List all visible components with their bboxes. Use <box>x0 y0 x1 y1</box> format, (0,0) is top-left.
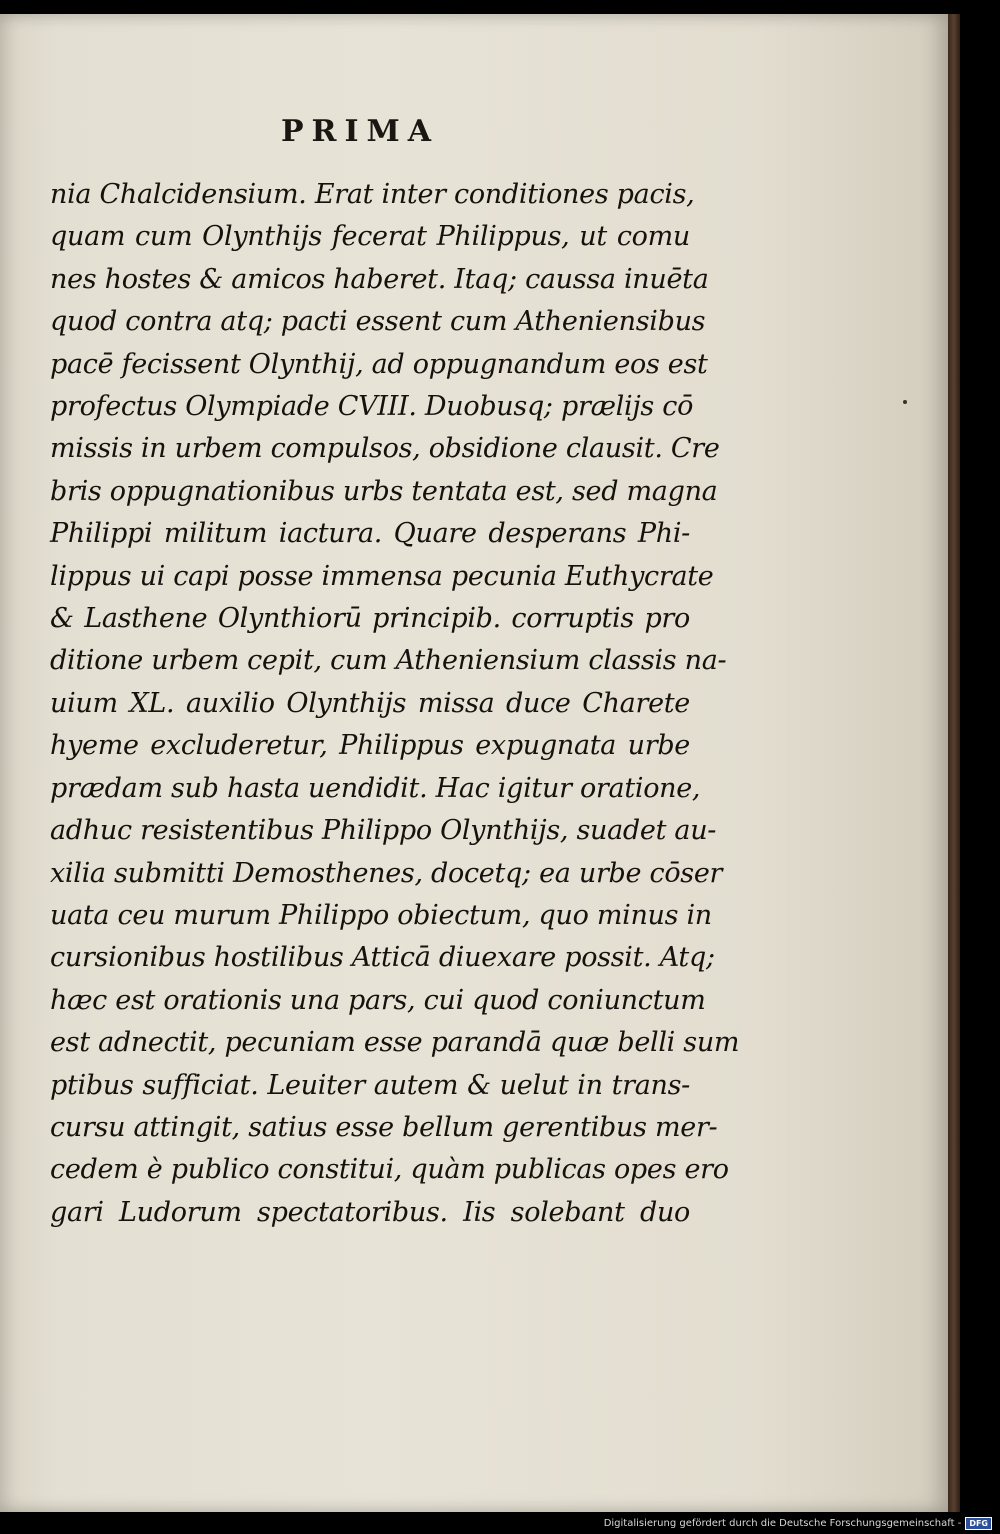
text-line: nia Chalcidensium. Erat inter conditiones pacis, <box>50 179 695 210</box>
running-head: PRIMA <box>280 114 439 149</box>
text-line: bris oppugnationibus urbs tentata est, sed magna <box>50 475 718 507</box>
text-line: cursionibus hostilibus Atticā diuexare possit. Atq; <box>50 942 715 974</box>
text-line: lippus ui capi posse immensa pecunia Euthycrate <box>50 560 714 592</box>
text-line: profectus Olympiade CVIII. Duobusq; prælijs cō <box>50 391 694 423</box>
paper-speck <box>903 400 907 404</box>
book-page <box>0 14 948 1512</box>
text-line: nes hostes & amicos haberet. Itaq; caussa inuēta <box>50 263 709 295</box>
text-line: prædam sub hasta uendidit. Hac igitur oratione, <box>50 772 701 804</box>
text-line: xilia submitti Demosthenes, docetq; ea urbe cōser <box>50 857 723 889</box>
text-line: quod contra atq; pacti essent cum Atheniensibus <box>50 306 706 338</box>
text-line: est adnectit, pecuniam esse parandā quæ belli sum <box>50 1027 740 1059</box>
text-line: ditione urbem cepit, cum Atheniensium classis na- <box>50 645 727 677</box>
page-edge-binding <box>948 14 960 1512</box>
credit-text: Digitalisierung gefördert durch die Deutsche Forschungsgemeinschaft - <box>603 1517 962 1529</box>
text-line: adhuc resistentibus Philippo Olynthijs, suadet au- <box>50 815 717 847</box>
text-line: missis in urbem compulsos, obsidione clausit. Cre <box>50 433 720 465</box>
dfg-logo-icon: DFG <box>965 1517 992 1530</box>
digitization-credit <box>604 1516 992 1530</box>
text-line: gari Ludorum spectatoribus. Iis solebant duo <box>50 1196 690 1228</box>
text-line: quam cum Olynthijs fecerat Philippus, ut comu <box>50 221 690 253</box>
text-line: Philippi militum iactura. Quare desperans Phi- <box>50 518 690 550</box>
text-line: hæc est orationis una pars, cui quod coniunctum <box>50 984 706 1016</box>
text-line: uium XL. auxilio Olynthijs missa duce Charete <box>50 687 690 719</box>
text-line: hyeme excluderetur, Philippus expugnata urbe <box>50 730 690 762</box>
text-line: ptibus sufficiat. Leuiter autem & uelut in trans- <box>50 1069 690 1101</box>
text-line: pacē fecissent Olynthij, ad oppugnandum eos est <box>50 348 708 380</box>
text-line: cedem è publico constitui, quàm publicas opes ero <box>50 1154 729 1186</box>
text-line: uata ceu murum Philippo obiectum, quo minus in <box>50 899 712 931</box>
text-line: cursu attingit, satius esse bellum gerentibus mer- <box>50 1111 718 1143</box>
body-text <box>50 174 740 1234</box>
text-line: & Lasthene Olynthiorū principib. corruptis pro <box>50 603 690 635</box>
